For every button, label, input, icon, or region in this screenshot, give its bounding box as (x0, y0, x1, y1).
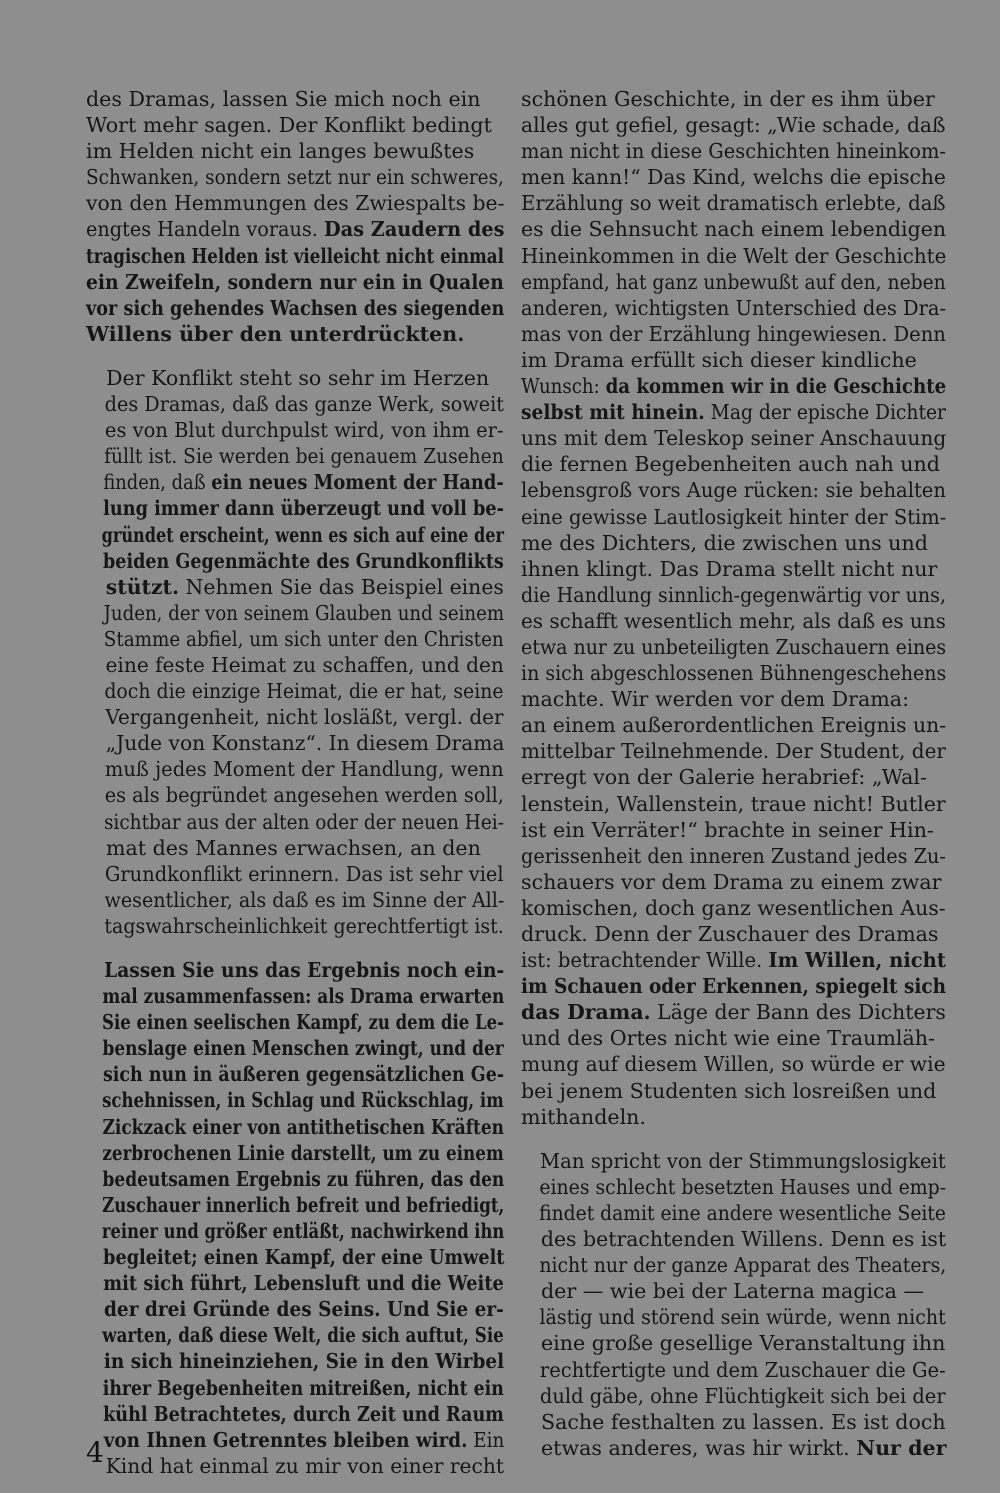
text-line (521, 1330, 946, 1356)
line-text: ist ein Verräter!“ brachte in seiner Hin- (521, 817, 934, 842)
text-line (521, 738, 946, 764)
text-line (521, 425, 947, 451)
text-line (86, 548, 504, 574)
text-line (521, 373, 947, 399)
line-text: in sich abgeschlossenen Bühnengeschehens (521, 661, 947, 686)
text-line (521, 1304, 946, 1330)
line-text: eine gewisse Lautlosigkeit hinter der Stim- (521, 504, 947, 529)
line-text: tragischen Helden ist vielleicht nicht einmal (86, 243, 504, 268)
line-text: ist: betrachtender Wille. (521, 948, 769, 973)
line-text: Juden, der von seinem Glauben und seinem (103, 600, 505, 625)
line-text: Sache festhalten zu lassen. Es ist doch (541, 1409, 946, 1434)
line-text: es von Blut durchpulst wird, von ihm er- (104, 418, 504, 443)
text-line (521, 347, 946, 373)
line-text: uns mit dem Teleskop seiner Anschauung (521, 426, 947, 451)
line-text: eine große gesellige Veranstaltung ihn (541, 1331, 946, 1356)
text-line (86, 1427, 505, 1453)
text-line (86, 730, 505, 756)
line-text: man nicht in diese Geschichten hineinkom- (521, 139, 946, 164)
text-line (521, 791, 945, 817)
line-text: sichtbar aus der alten oder der neuen Hei- (103, 809, 504, 834)
text-line (86, 190, 505, 216)
line-text: finden, daß (103, 470, 212, 495)
line-text: benslage einen Menschen zwingt, und der (102, 1036, 504, 1061)
text-line (521, 817, 946, 843)
line-text: füllt ist. Sie werden bei genauem Zusehen (104, 444, 504, 469)
text-line (86, 1087, 504, 1113)
text-line (86, 678, 504, 704)
text-line (86, 216, 505, 242)
text-line (521, 999, 946, 1025)
text-line (86, 1009, 505, 1035)
text-line (86, 1035, 504, 1061)
line-text: an einem außerordentlichen Ereignis un- (521, 713, 947, 738)
text-line (521, 1409, 946, 1435)
line-text: Grundkonflikt erinnern. Das ist sehr viel (104, 861, 504, 886)
line-text: warten, daß diese Welt, die sich auftut, Sie (102, 1323, 504, 1348)
text-line (521, 269, 946, 295)
text-line (521, 138, 946, 164)
text-line (86, 1348, 505, 1374)
line-text: und des Ortes nicht wie eine Traumläh- (521, 1026, 935, 1051)
line-text: im Schauen oder Erkennen, spiegelt sich (521, 974, 947, 999)
text-line (521, 947, 946, 973)
text-line (521, 686, 946, 712)
line-text: reiner und größer entläßt, nachwirkend ihn (101, 1218, 505, 1243)
text-line (521, 112, 946, 138)
text-line (521, 1051, 946, 1077)
text-line (521, 451, 946, 477)
line-text: im Drama erfüllt sich dieser kindliche (521, 347, 917, 372)
line-text: das Drama. (521, 1000, 651, 1025)
line-text: mat des Mannes erwachsen, an den (106, 835, 481, 860)
text-line (86, 112, 504, 138)
text-line (86, 1061, 505, 1087)
text-line (521, 869, 946, 895)
line-text-continuation: Nehmen Sie das Beispiel eines (179, 574, 504, 599)
line-text: engtes Handeln voraus. (86, 217, 325, 242)
line-text: Zickzack einer von antithetischen Kräften (102, 1114, 505, 1139)
line-text: wesentlicher, als daß es im Sinne der All- (104, 887, 505, 912)
text-line (86, 1375, 504, 1401)
line-text: me des Dichters, die zwischen uns und (521, 530, 928, 555)
line-text: mit sich führt, Lebensluft und die Weite (103, 1271, 504, 1296)
text-line (521, 921, 946, 947)
line-text: eines schlecht besetzten Hauses und emp- (539, 1174, 947, 1199)
line-text: men kann!“ Das Kind, welchs die epische (521, 165, 946, 190)
line-text: lebensgroß vors Auge rücken: sie behalten (521, 478, 946, 503)
text-line (86, 626, 504, 652)
line-text: kühl Betrachtetes, durch Zeit und Raum (103, 1401, 504, 1426)
text-line (86, 1322, 504, 1348)
line-text: Lassen Sie uns das Ergebnis noch ein- (104, 958, 505, 982)
line-text: machte. Wir werden vor dem Drama: (521, 687, 910, 712)
text-line (86, 522, 504, 548)
line-text: zerbrochenen Linie darstellt, um zu einem (102, 1140, 504, 1165)
line-text: komischen, doch ganz wesentlichen Aus- (521, 895, 946, 920)
line-text: Kind hat einmal zu mir von einer recht (105, 1453, 505, 1478)
text-line (521, 1174, 947, 1200)
line-text: Man spricht von der Stimmungslosigkeit (540, 1148, 946, 1173)
text-line (521, 712, 947, 738)
text-line (521, 843, 946, 869)
line-text: Wort mehr sagen. Der Konflikt bedingt (86, 113, 492, 138)
line-text: empfand, hat ganz unbewußt auf den, neben (521, 269, 946, 294)
line-text: Vergangenheit, nicht losläßt, vergl. der (105, 705, 504, 730)
text-line (86, 365, 504, 391)
text-line (521, 1435, 946, 1461)
line-text: mal zusammenfassen: als Drama erwarten (102, 984, 505, 1009)
text-line (86, 809, 504, 835)
line-text: schönen Geschichte, in der es ihm über (521, 87, 935, 111)
line-text-emphasis: ein neues Moment der Hand- (211, 470, 504, 495)
line-text: erregt von der Galerie herabrief: „Wal- (521, 765, 927, 790)
line-text: sich nun in äußeren gegensätzlichen Ge- (102, 1062, 505, 1087)
text-line (521, 1104, 946, 1130)
line-text: druck. Denn der Zuschauer des Dramas (521, 922, 939, 946)
paragraph (521, 1148, 946, 1461)
text-line (86, 391, 504, 417)
text-line (86, 495, 504, 521)
line-text-emphasis: Im Willen, nicht (768, 948, 946, 973)
page-number: 4 (86, 1436, 104, 1469)
text-line (86, 443, 504, 469)
line-text: die fernen Begebenheiten auch nah und (521, 452, 940, 477)
line-text: es schafft wesentlich mehr, als daß es uns (521, 608, 946, 633)
line-text: findet damit eine andere wesentliche Seite (539, 1200, 947, 1225)
text-line (86, 1453, 505, 1479)
line-text: Der Konflikt steht so sehr im Herzen (106, 365, 490, 390)
line-text: im Helden nicht ein langes bewußtes (86, 139, 475, 164)
text-line (86, 600, 505, 626)
line-text: bei jenem Studenten sich losreißen und (521, 1078, 937, 1103)
text-line (86, 704, 504, 730)
line-text-emphasis: Nur der (856, 1435, 947, 1460)
line-text: des Dramas, daß das ganze Werk, soweit (104, 392, 504, 417)
line-text: lenstein, Wallenstein, traue nicht! Butler (521, 791, 946, 816)
text-line (521, 243, 947, 269)
text-line (521, 530, 946, 556)
text-line (521, 295, 947, 321)
text-line (86, 1296, 504, 1322)
line-text: alles gut gefiel, gesagt: „Wie schade, daß (521, 113, 946, 138)
text-line (521, 1278, 946, 1304)
text-line (521, 1025, 946, 1051)
line-text: ihrer Begebenheiten mitreißen, nicht ein (102, 1375, 504, 1400)
line-text: in sich hineinziehen, Sie in den Wirbel (103, 1349, 505, 1374)
text-line (86, 269, 504, 295)
text-line (521, 660, 947, 686)
line-text: Hineinkommen in die Welt der Geschichte (521, 243, 947, 268)
line-text: mas von der Erzählung hingewiesen. Denn (521, 321, 946, 346)
line-text: etwas anderes, was hir wirkt. (541, 1435, 857, 1460)
line-text: ihnen klingt. Das Drama stellt nicht nur (521, 556, 938, 581)
text-line (86, 417, 504, 443)
line-text: die Handlung sinnlich-gegenwärtig vor uns, (521, 582, 947, 607)
paragraph (521, 86, 946, 1130)
line-text: mung auf diesem Willen, so würde er wie (521, 1052, 946, 1077)
line-text: ein Zweifeln, sondern nur ein in Qualen (86, 269, 504, 294)
line-text: gründet erscheint, wenn es sich auf eine der (101, 522, 504, 547)
text-line (86, 1192, 505, 1218)
line-text: der — wie bei der Laterna magica — (541, 1279, 924, 1304)
text-line (86, 1218, 505, 1244)
text-line (521, 216, 947, 242)
text-line (86, 138, 504, 164)
line-text: etwa nur zu unbeteiligten Zuschauern eines (521, 634, 947, 659)
line-text: selbst mit hinein. (521, 400, 705, 425)
text-line (86, 295, 505, 321)
text-line (86, 469, 504, 495)
paragraph (86, 365, 504, 939)
text-line (521, 973, 947, 999)
left-text-column (86, 86, 504, 1489)
line-text: Sie einen seelischen Kampf, zu dem die Le- (102, 1010, 505, 1035)
line-text: von den Hemmungen des Zwiespalts be- (86, 191, 505, 216)
line-text: Stamme abfiel, um sich unter den Christen (103, 626, 504, 651)
line-text: bedeutsamen Ergebnis zu führen, das den (102, 1166, 505, 1191)
text-line (521, 634, 947, 660)
line-text: lästig und störend sein würde, wenn nicht (539, 1305, 946, 1330)
paragraph (86, 957, 504, 1479)
text-line (521, 504, 947, 530)
line-text: „Jude von Konstanz“. In diesem Drama (105, 731, 505, 756)
line-text-emphasis: Das Zaudern des (324, 217, 505, 242)
line-text: gerissenheit den inneren Zustand jedes Zu- (521, 843, 946, 868)
line-text: des betrachtenden Willens. Denn es ist (540, 1227, 947, 1252)
text-line (86, 887, 505, 913)
line-text: der drei Gründe des Seins. Und Sie er- (103, 1297, 504, 1322)
text-line (86, 1166, 505, 1192)
text-line (86, 983, 505, 1009)
line-text-emphasis: da kommen wir in die Geschichte (605, 374, 947, 399)
line-text: des Dramas, lassen Sie mich noch ein (86, 87, 481, 111)
line-text: vor sich gehendes Wachsen des siegenden (86, 295, 505, 320)
line-text: lung immer dann überzeugt und voll be- (103, 496, 504, 521)
line-text-continuation: Mag der epische Dichter (704, 400, 946, 425)
text-line (521, 1252, 947, 1278)
text-line (86, 1244, 505, 1270)
line-text: schauers vor dem Drama zu einem zwar (521, 869, 942, 894)
text-line (86, 957, 505, 983)
text-line (521, 1357, 946, 1383)
text-line (86, 1401, 504, 1427)
line-text: muß jedes Moment der Handlung, wenn (104, 757, 504, 782)
text-line (86, 861, 504, 887)
text-line (521, 895, 946, 921)
right-text-column (521, 86, 946, 1471)
text-line (521, 190, 946, 216)
line-text: Zuschauer innerlich befreit und befriedigt, (102, 1192, 505, 1217)
text-line (521, 86, 946, 112)
text-line (86, 164, 504, 190)
text-line (521, 1226, 947, 1252)
line-text: es als begründet angesehen werden soll, (104, 783, 504, 808)
line-text: begleitet; einen Kampf, der eine Umwelt (103, 1245, 505, 1270)
line-text-continuation: Ein (467, 1427, 505, 1452)
text-line (86, 782, 504, 808)
text-line (86, 756, 504, 782)
text-line (521, 477, 946, 503)
text-line (86, 321, 504, 347)
line-text: es die Sehnsucht nach einem lebendigen (521, 217, 947, 242)
text-line (521, 164, 946, 190)
text-line (521, 1200, 947, 1226)
line-text: tagswahrscheinlichkeit gerechtfertigt ist. (104, 913, 504, 938)
text-line (86, 652, 504, 678)
text-line (521, 399, 946, 425)
paragraph (86, 86, 504, 347)
line-text: von Ihnen Getrenntes bleiben wird. (103, 1427, 468, 1452)
line-text: rechtfertigte und dem Zuschauer die Ge- (539, 1357, 946, 1382)
text-line (86, 835, 504, 861)
text-line (86, 86, 504, 112)
line-text: beiden Gegenmächte des Grundkonflikts (103, 548, 504, 573)
line-text: doch die einzige Heimat, die er hat, seine (104, 679, 504, 704)
text-line (521, 556, 946, 582)
line-text: stützt. (105, 574, 180, 599)
text-line (86, 913, 504, 939)
line-text: anderen, wichtigsten Unterschied des Dra- (521, 295, 947, 320)
text-line (86, 1270, 504, 1296)
text-line (521, 1148, 946, 1174)
line-text: Schwanken, sondern setzt nur ein schweres, (86, 165, 504, 190)
text-line (86, 574, 504, 600)
line-text: Willens über den unterdrückten. (86, 321, 465, 346)
text-line (521, 608, 946, 634)
line-text: nicht nur der ganze Apparat des Theaters, (539, 1253, 947, 1278)
line-text: Wunsch: (521, 374, 606, 399)
line-text: mittelbar Teilnehmende. Der Student, der (521, 739, 946, 764)
text-line (521, 582, 947, 608)
text-line (521, 764, 946, 790)
line-text: schehnissen, in Schlag und Rückschlag, im (102, 1088, 504, 1113)
line-text: duld gäbe, ohne Flüchtigkeit sich bei der (539, 1383, 946, 1408)
text-line (86, 1114, 505, 1140)
text-line (521, 321, 946, 347)
text-line (86, 243, 504, 269)
line-text: Erzählung so weit dramatisch erlebte, daß (521, 191, 946, 216)
text-line (521, 1383, 946, 1409)
line-text: eine feste Heimat zu schaffen, und den (105, 652, 504, 677)
line-text-continuation: Läge der Bann des Dichters (650, 1000, 946, 1025)
text-line (521, 1078, 946, 1104)
line-text: mithandeln. (521, 1104, 646, 1129)
text-line (86, 1140, 504, 1166)
